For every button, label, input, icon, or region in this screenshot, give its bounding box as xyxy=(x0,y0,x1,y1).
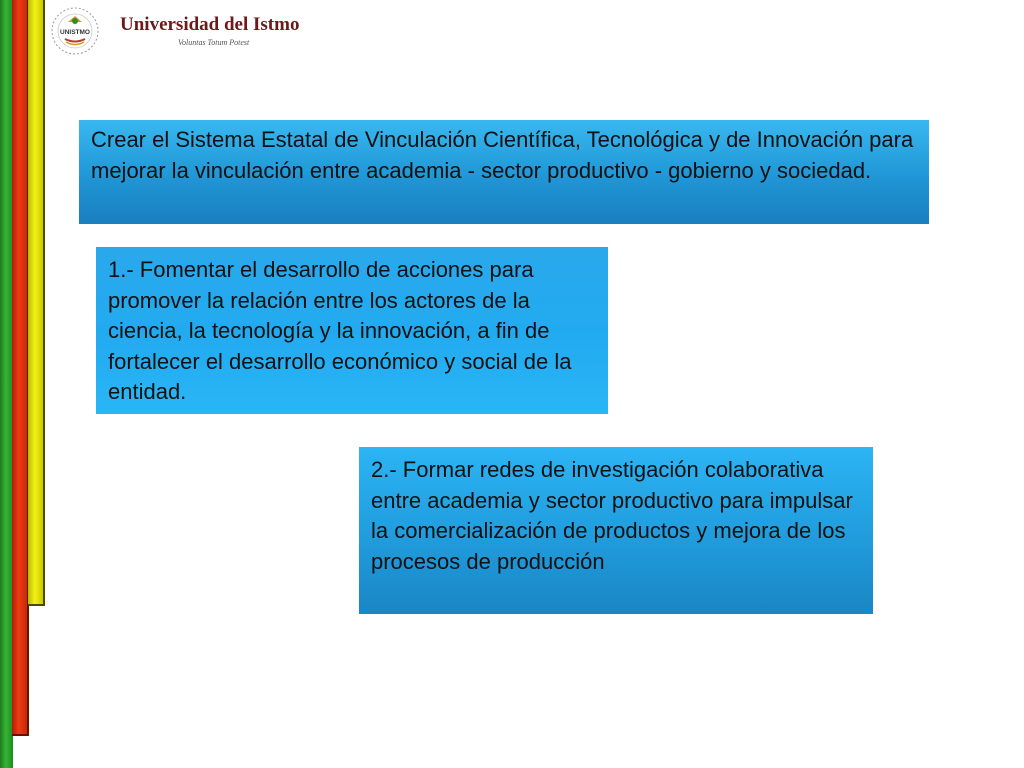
yellow-stripe xyxy=(28,0,45,606)
university-header xyxy=(50,6,310,56)
main-objective-box: Crear el Sistema Estatal de Vinculación Científica, Tecnológica y de Innovación para mejorar la vinculación entre academia - sector productivo - gobierno y sociedad. xyxy=(79,120,929,224)
university-motto: Voluntas Totum Potest xyxy=(178,38,250,47)
strategy-one-box: 1.- Fomentar el desarrollo de acciones para promover la relación entre los actores de la ciencia, la tecnología y la innovación, a fin de fortalecer el desarrollo económico y social de la entidad. xyxy=(96,247,608,414)
seal-text: UNISTMO xyxy=(60,29,90,36)
strategy-two-box: 2.- Formar redes de investigación colaborativa entre academia y sector productivo para impulsar la comercialización de productos y mejora de los procesos de producción xyxy=(359,447,873,614)
red-stripe xyxy=(12,0,29,736)
university-seal-logo xyxy=(50,6,100,56)
university-name: Universidad del Istmo xyxy=(120,14,300,35)
